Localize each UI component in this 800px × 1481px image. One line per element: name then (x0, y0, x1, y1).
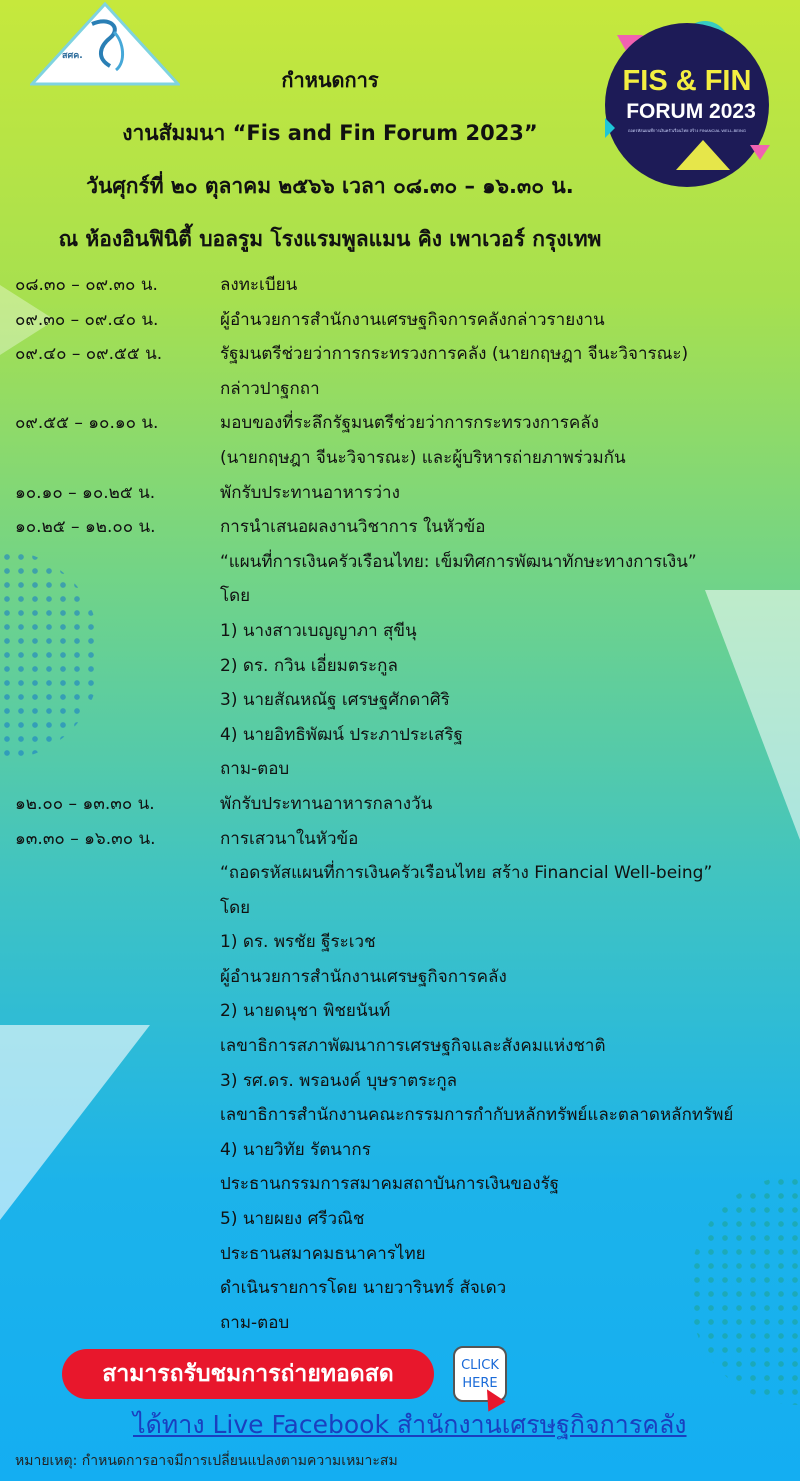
agenda-description: (นายกฤษฎา จีนะวิจารณะ) และผู้บริหารถ่ายภาพร่วมกัน (220, 447, 626, 468)
agenda-row (15, 337, 795, 372)
agenda-row (15, 406, 795, 441)
agenda-time (15, 718, 220, 753)
agenda-description: ถาม-ตอบ (220, 759, 290, 780)
facebook-live-link[interactable]: ได้ทาง Live Facebook สำนักงานเศรษฐกิจการคลัง (133, 1410, 687, 1439)
agenda-row (15, 372, 795, 407)
agenda-description: 2) ดร. กวิน เอี่ยมตระกูล (220, 655, 398, 676)
agenda-row (15, 925, 795, 960)
agenda-description: 3) นายสัณหณัฐ เศรษฐศักดาศิริ (220, 690, 450, 711)
agenda-time (15, 1202, 220, 1237)
click-here-line2: HERE (462, 1376, 498, 1391)
agenda-row (15, 822, 795, 857)
agenda-description: ประธานสมาคมธนาคารไทย (220, 1243, 426, 1264)
agenda-description: “แผนที่การเงินครัวเรือนไทย: เข็มทิศการพัฒนาทักษะทางการเงิน” (220, 551, 697, 572)
agenda-time (15, 614, 220, 649)
page-title: กำหนดการ (281, 68, 379, 92)
agenda-time: ๐๙.๔๐ – ๐๙.๕๕ น. (15, 344, 163, 365)
agenda-row (15, 1133, 795, 1168)
agenda-time (15, 891, 220, 926)
agenda-description: ประธานกรรมการสมาคมสถาบันการเงินของรัฐ (220, 1174, 560, 1195)
agenda-description: 3) รศ.ดร. พรอนงค์ บุษราตระกูล (220, 1070, 458, 1091)
agenda-time: ๐๘.๓๐ – ๐๙.๓๐ น. (15, 275, 158, 295)
agenda-row (15, 441, 795, 476)
agenda-row (15, 718, 795, 753)
agenda-row (15, 1306, 795, 1341)
agenda-description: พักรับประทานอาหารกลางวัน (220, 793, 433, 814)
agenda-row (15, 268, 795, 303)
event-name: งานสัมมนา “Fis and Fin Forum 2023” (122, 121, 538, 145)
agenda-description: 5) นายผยง ศรีวณิช (220, 1209, 365, 1230)
agenda-time (15, 1029, 220, 1064)
agenda-row (15, 649, 795, 684)
agenda-time (15, 579, 220, 614)
agenda-time (15, 925, 220, 960)
forum-logo-tagline: ถอดรหัสแผนที่การเงินครัวเรือนไทย สร้าง FINANCIAL WELL-BEING (627, 128, 747, 133)
agenda-time (15, 1271, 220, 1306)
agenda-description: โดย (220, 586, 251, 607)
agenda-row (15, 752, 795, 787)
agenda-time (15, 752, 220, 787)
agenda-row (15, 960, 795, 995)
live-stream-button[interactable]: สามารถรับชมการถ่ายทอดสด (62, 1349, 434, 1399)
agenda-row (15, 891, 795, 926)
agenda-row (15, 614, 795, 649)
agenda-time (15, 1237, 220, 1272)
event-date: วันศุกร์ที่ ๒๐ ตุลาคม ๒๕๖๖ เวลา ๐๘.๓๐ – ๑๖.๓๐ น. (86, 174, 574, 198)
agenda-row (15, 1098, 795, 1133)
agenda-description: ผู้อำนวยการสำนักงานเศรษฐกิจการคลัง (220, 966, 507, 987)
agenda-description: ดำเนินรายการโดย นายวารินทร์ สัจเดว (220, 1278, 507, 1299)
agenda-time (15, 1306, 220, 1341)
agenda-time (15, 372, 220, 407)
agenda-description: การนำเสนอผลงานวิชาการ ในหัวข้อ (220, 517, 486, 538)
agenda-time (15, 1098, 220, 1133)
agenda-description: 4) นายอิทธิพัฒน์ ประภาประเสริฐ (220, 724, 463, 745)
agenda-row (15, 787, 795, 822)
forum-logo-line1: FIS & FIN (622, 65, 752, 97)
agenda-time: ๐๙.๓๐ – ๐๙.๔๐ น. (15, 309, 159, 330)
agenda-row (15, 1202, 795, 1237)
agenda-time (15, 994, 220, 1029)
agenda-description: 1) ดร. พรชัย ฐีระเวช (220, 932, 376, 953)
agenda-time (15, 545, 220, 580)
agenda-description: กล่าวปาฐกถา (220, 378, 320, 399)
agenda-time: ๑๒.๐๐ – ๑๓.๓๐ น. (15, 793, 155, 814)
agenda-description: 4) นายวิทัย รัตนากร (220, 1139, 371, 1160)
footnote: หมายเหตุ: กำหนดการอาจมีการเปลี่ยนแปลงตามความเหมาะสม (15, 1453, 398, 1469)
agenda-row (15, 994, 795, 1029)
click-here-line1: CLICK (461, 1358, 499, 1373)
agenda-row (15, 545, 795, 580)
agenda-row (15, 683, 795, 718)
agenda-row (15, 1064, 795, 1099)
agenda-time (15, 1133, 220, 1168)
agenda-time: ๐๙.๕๕ – ๑๐.๑๐ น. (15, 413, 159, 434)
agenda-description: เลขาธิการสำนักงานคณะกรรมการกำกับหลักทรัพย์และตลาดหลักทรัพย์ (220, 1105, 734, 1126)
agenda-row (15, 1271, 795, 1306)
agenda-row (15, 1237, 795, 1272)
agenda-time (15, 649, 220, 684)
agenda-time (15, 856, 220, 891)
event-venue: ณ ห้องอินฟินิตี้ บอลรูม โรงแรมพูลแมน คิง เพาเวอร์ กรุงเทพ (58, 227, 602, 251)
agenda-description: โดย (220, 897, 251, 918)
agenda-description: ถาม-ตอบ (220, 1312, 290, 1333)
agenda-row (15, 856, 795, 891)
agenda-time (15, 1167, 220, 1202)
agenda-description: ลงทะเบียน (220, 275, 298, 295)
agenda-description: “ถอดรหัสแผนที่การเงินครัวเรือนไทย สร้าง Financial Well-being” (220, 863, 713, 884)
agenda-description: เลขาธิการสภาพัฒนาการเศรษฐกิจและสังคมแห่งชาติ (220, 1036, 606, 1057)
agenda-time: ๑๓.๓๐ – ๑๖.๓๐ น. (15, 828, 156, 849)
agenda-description: รัฐมนตรีช่วยว่าการกระทรวงการคลัง (นายกฤษฎา จีนะวิจารณะ) (220, 344, 689, 365)
agenda-description: 2) นายดนุชา พิชยนันท์ (220, 1001, 391, 1022)
agenda-time (15, 1064, 220, 1099)
agenda-description: มอบของที่ระลึกรัฐมนตรีช่วยว่าการกระทรวงการคลัง (220, 413, 599, 434)
forum-logo-line2: FORUM 2023 (626, 100, 756, 123)
org-logo-text: สศค. (62, 51, 83, 61)
agenda-row (15, 303, 795, 338)
agenda-row (15, 510, 795, 545)
agenda-description: พักรับประทานอาหารว่าง (220, 482, 400, 503)
agenda-description: 1) นางสาวเบญญาภา สุขีนุ (220, 620, 417, 641)
agenda-time (15, 441, 220, 476)
agenda-row (15, 1167, 795, 1202)
agenda-description: การเสวนาในหัวข้อ (220, 828, 359, 849)
agenda-time: ๑๐.๒๕ – ๑๒.๐๐ น. (15, 517, 156, 538)
agenda-time: ๑๐.๑๐ – ๑๐.๒๕ น. (15, 482, 156, 503)
agenda-time (15, 683, 220, 718)
agenda-list (15, 268, 795, 1340)
agenda-row (15, 476, 795, 511)
agenda-row (15, 579, 795, 614)
forum-logo (595, 10, 795, 195)
agenda-description: ผู้อำนวยการสำนักงานเศรษฐกิจการคลังกล่าวรายงาน (220, 309, 605, 330)
agenda-time (15, 960, 220, 995)
agenda-row (15, 1029, 795, 1064)
